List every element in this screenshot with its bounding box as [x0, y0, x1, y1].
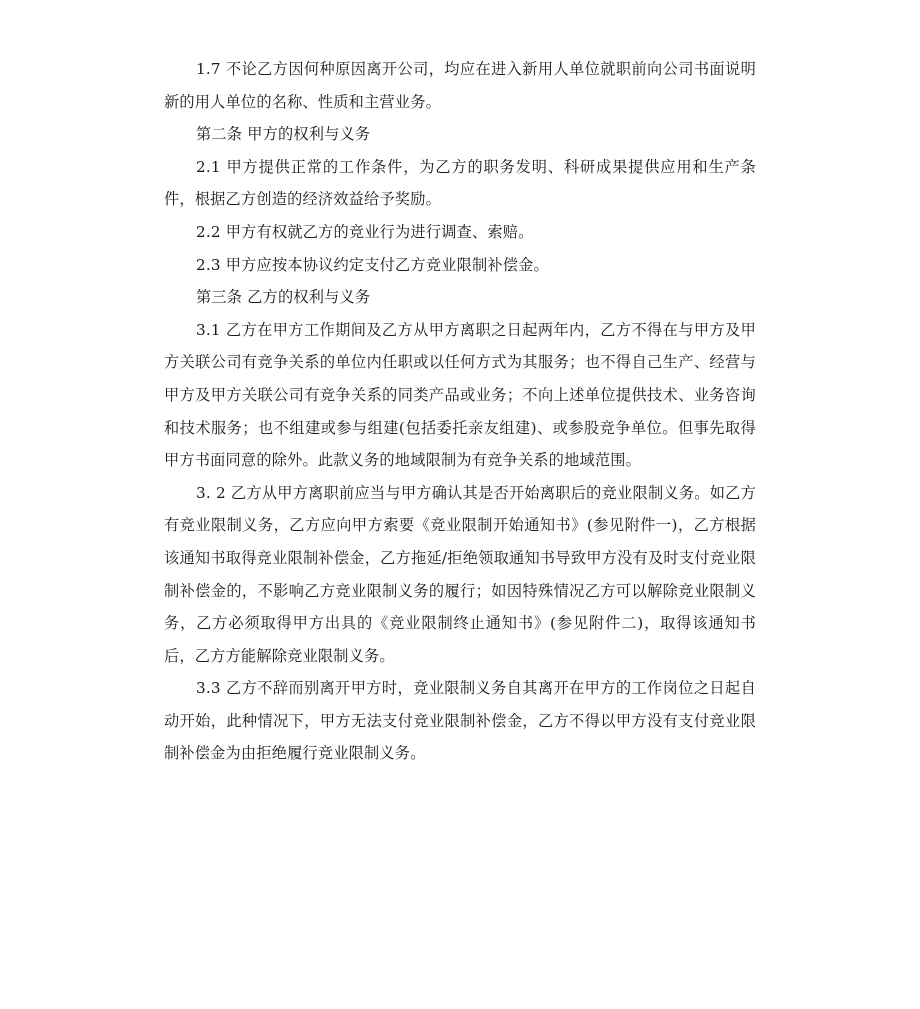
document-page: [164, 53, 756, 770]
clause-1-7: 1.7 不论乙方因何种原因离开公司，均应在进入新用人单位就职前向公司书面说明新的用人单位的名称、性质和主营业务。: [164, 60, 756, 111]
clause-2-2: 2.2 甲方有权就乙方的竞业行为进行调查、索赔。: [196, 222, 534, 241]
clause-3-1: 3.1 乙方在甲方工作期间及乙方从甲方离职之日起两年内，乙方不得在与甲方及甲方关联公司有竞争关系的单位内任职或以任何方式为其服务；也不得自己生产、经营与甲方及甲方关联公司有竞争关系的同类产品或业务；不向上述单位提供技术、业务咨询和技术服务；也不组建或参与组建(包括委托亲友组建)、或参股竞争单位。但事先取得甲方书面同意的除外。此款义务的地域限制为有竞争关系的地域范围。: [164, 320, 756, 470]
clause-2-1: 2.1 甲方提供正常的工作条件，为乙方的职务发明、科研成果提供应用和生产条件，根据乙方创造的经济效益给予奖励。: [164, 157, 756, 209]
article-3-heading: 第三条 乙方的权利与义务: [196, 288, 371, 307]
article-2-heading: 第二条 甲方的权利与义务: [196, 125, 371, 144]
clause-3-3: 3.3 乙方不辞而别离开甲方时，竞业限制义务自其离开在甲方的工作岗位之日起自动开始，此种情况下，甲方无法支付竞业限制补偿金，乙方不得以甲方没有支付竞业限制补偿金为由拒绝履行竞业限制义务。: [164, 679, 756, 763]
clause-2-3: 2.3 甲方应按本协议约定支付乙方竞业限制补偿金。: [196, 255, 549, 274]
clause-3-2: 3. 2 乙方从甲方离职前应当与甲方确认其是否开始离职后的竞业限制义务。如乙方有竞业限制义务，乙方应向甲方索要《竞业限制开始通知书》(参见附件一)，乙方根据该通知书取得竞业限制补偿金，乙方拖延/拒绝领取通知书导致甲方没有及时支付竞业限制补偿金的，不影响乙方竞业限制义务的履行；如因特殊情况乙方可以解除竞业限制义务，乙方必须取得甲方出具的《竞业限制终止通知书》(参见附件二)，取得该通知书后，乙方方能解除竞业限制义务。: [164, 483, 756, 665]
